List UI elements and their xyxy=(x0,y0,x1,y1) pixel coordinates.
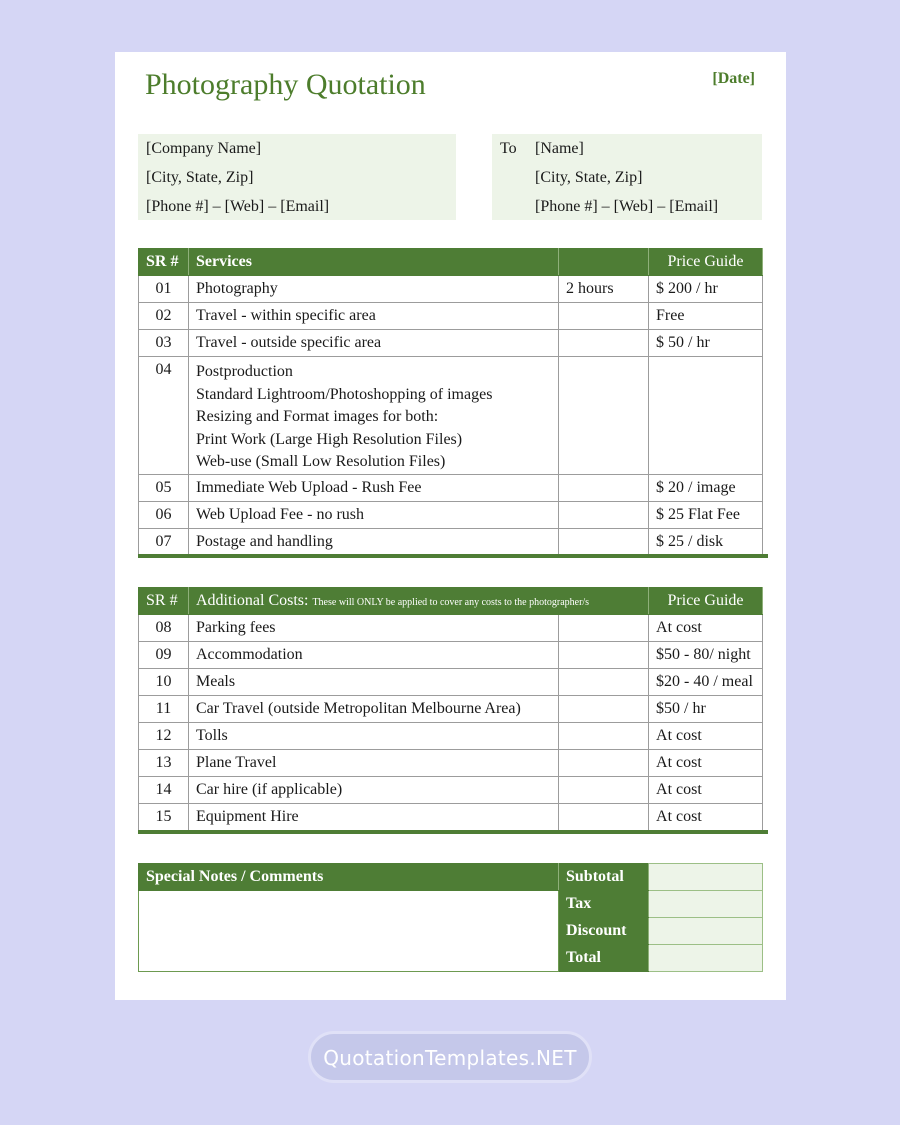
page-title: Photography Quotation xyxy=(145,68,426,101)
table-row xyxy=(139,804,763,831)
tax-row xyxy=(139,891,763,918)
client-name[interactable]: [Name] xyxy=(535,140,584,157)
table-row xyxy=(139,528,763,555)
qty-cell[interactable] xyxy=(559,330,649,357)
discount-value[interactable] xyxy=(649,918,763,945)
company-contact[interactable]: [Phone #] – [Web] – [Email] xyxy=(146,198,330,215)
total-label: Total xyxy=(559,945,649,972)
price-cell[interactable]: $ 25 / disk xyxy=(649,528,763,555)
qty-cell[interactable] xyxy=(559,750,649,777)
services-bottom-rule xyxy=(138,554,768,558)
to-address-block xyxy=(492,134,762,220)
service-cell[interactable]: Travel - within specific area xyxy=(189,303,559,330)
subtotal-label: Subtotal xyxy=(559,864,649,891)
qty-cell[interactable] xyxy=(559,642,649,669)
sr-cell: 04 xyxy=(139,357,189,475)
qty-cell[interactable] xyxy=(559,528,649,555)
cost-item-cell[interactable]: Accommodation xyxy=(189,642,559,669)
qty-cell[interactable] xyxy=(559,615,649,642)
table-row xyxy=(139,642,763,669)
sr-header: SR # xyxy=(139,588,189,615)
service-cell[interactable]: Travel - outside specific area xyxy=(189,330,559,357)
tax-value[interactable] xyxy=(649,891,763,918)
total-value[interactable] xyxy=(649,945,763,972)
sr-cell: 03 xyxy=(139,330,189,357)
qty-cell[interactable] xyxy=(559,474,649,501)
price-cell[interactable]: At cost xyxy=(649,615,763,642)
cost-item-cell[interactable]: Equipment Hire xyxy=(189,804,559,831)
discount-label: Discount xyxy=(559,918,649,945)
table-row xyxy=(139,303,763,330)
notes-area[interactable] xyxy=(139,891,559,972)
services-table xyxy=(138,248,763,556)
price-cell[interactable]: At cost xyxy=(649,723,763,750)
additional-costs-label: Additional Costs: xyxy=(196,592,309,609)
price-cell[interactable]: $ 50 / hr xyxy=(649,330,763,357)
cost-item-cell[interactable]: Parking fees xyxy=(189,615,559,642)
service-line: Web-use (Small Low Resolution Files) xyxy=(196,453,446,471)
qty-cell[interactable] xyxy=(559,696,649,723)
services-header: Services xyxy=(189,249,559,276)
sr-cell: 14 xyxy=(139,777,189,804)
notes-header: Special Notes / Comments xyxy=(139,864,559,891)
qty-cell[interactable]: 2 hours xyxy=(559,276,649,303)
tax-label: Tax xyxy=(559,891,649,918)
service-line: Standard Lightroom/Photoshopping of images xyxy=(196,385,493,403)
sr-cell: 09 xyxy=(139,642,189,669)
sr-cell: 06 xyxy=(139,501,189,528)
sr-cell: 13 xyxy=(139,750,189,777)
client-city[interactable]: [City, State, Zip] xyxy=(535,169,643,186)
price-cell[interactable]: $50 / hr xyxy=(649,696,763,723)
price-cell[interactable] xyxy=(649,357,763,475)
qty-cell[interactable] xyxy=(559,804,649,831)
additional-bottom-rule xyxy=(138,830,768,834)
subtotal-value[interactable] xyxy=(649,864,763,891)
price-cell[interactable]: $ 25 Flat Fee xyxy=(649,501,763,528)
date-field[interactable]: [Date] xyxy=(712,70,755,87)
additional-header-row xyxy=(139,588,763,615)
cost-item-cell[interactable]: Car hire (if applicable) xyxy=(189,777,559,804)
table-row xyxy=(139,501,763,528)
service-line: Postproduction xyxy=(196,363,293,380)
service-cell[interactable]: Immediate Web Upload - Rush Fee xyxy=(189,474,559,501)
table-row xyxy=(139,750,763,777)
qty-cell[interactable] xyxy=(559,669,649,696)
sr-cell: 07 xyxy=(139,528,189,555)
qty-cell[interactable] xyxy=(559,501,649,528)
additional-costs-table xyxy=(138,587,763,831)
sr-cell: 12 xyxy=(139,723,189,750)
service-cell[interactable] xyxy=(189,357,559,475)
price-cell[interactable]: $ 200 / hr xyxy=(649,276,763,303)
table-row xyxy=(139,615,763,642)
price-guide-header: Price Guide xyxy=(649,588,763,615)
totals-table xyxy=(138,863,763,972)
sr-cell: 02 xyxy=(139,303,189,330)
table-row xyxy=(139,777,763,804)
service-cell[interactable]: Postage and handling xyxy=(189,528,559,555)
price-cell[interactable]: Free xyxy=(649,303,763,330)
price-cell[interactable]: At cost xyxy=(649,750,763,777)
sr-cell: 10 xyxy=(139,669,189,696)
company-city[interactable]: [City, State, Zip] xyxy=(146,169,254,186)
service-line: Resizing and Format images for both: xyxy=(196,408,439,426)
cost-item-cell[interactable]: Plane Travel xyxy=(189,750,559,777)
qty-cell[interactable] xyxy=(559,357,649,475)
to-label: To xyxy=(500,140,517,157)
company-name[interactable]: [Company Name] xyxy=(146,140,262,157)
price-cell[interactable]: At cost xyxy=(649,777,763,804)
qty-cell[interactable] xyxy=(559,777,649,804)
client-contact[interactable]: [Phone #] – [Web] – [Email] xyxy=(535,198,719,215)
cost-item-cell[interactable]: Meals xyxy=(189,669,559,696)
table-row xyxy=(139,696,763,723)
sr-cell: 15 xyxy=(139,804,189,831)
watermark-badge xyxy=(308,1031,592,1083)
sr-cell: 08 xyxy=(139,615,189,642)
table-row xyxy=(139,474,763,501)
price-cell[interactable]: $20 - 40 / meal xyxy=(649,669,763,696)
watermark-text: QuotationTemplates.NET xyxy=(323,1046,577,1070)
service-line: Print Work (Large High Resolution Files) xyxy=(196,430,463,448)
table-row xyxy=(139,357,763,475)
cost-item-cell[interactable]: Car Travel (outside Metropolitan Melbourne Area) xyxy=(189,696,559,723)
sr-cell: 05 xyxy=(139,474,189,501)
service-cell[interactable]: Photography xyxy=(189,276,559,303)
table-row xyxy=(139,276,763,303)
table-row xyxy=(139,669,763,696)
price-cell[interactable]: At cost xyxy=(649,804,763,831)
price-cell[interactable]: $50 - 80/ night xyxy=(649,642,763,669)
additional-costs-header xyxy=(189,588,649,615)
qty-header xyxy=(559,249,649,276)
sr-cell: 01 xyxy=(139,276,189,303)
subtotal-row xyxy=(139,864,763,891)
sr-cell: 11 xyxy=(139,696,189,723)
price-guide-header: Price Guide xyxy=(649,249,763,276)
service-cell[interactable]: Web Upload Fee - no rush xyxy=(189,501,559,528)
additional-costs-note: These will ONLY be applied to cover any costs to the photographer/s xyxy=(312,597,590,608)
qty-cell[interactable] xyxy=(559,303,649,330)
from-address-block xyxy=(138,134,456,220)
sr-header: SR # xyxy=(139,249,189,276)
table-row xyxy=(139,723,763,750)
table-row xyxy=(139,330,763,357)
qty-cell[interactable] xyxy=(559,723,649,750)
services-header-row xyxy=(139,249,763,276)
price-cell[interactable]: $ 20 / image xyxy=(649,474,763,501)
cost-item-cell[interactable]: Tolls xyxy=(189,723,559,750)
